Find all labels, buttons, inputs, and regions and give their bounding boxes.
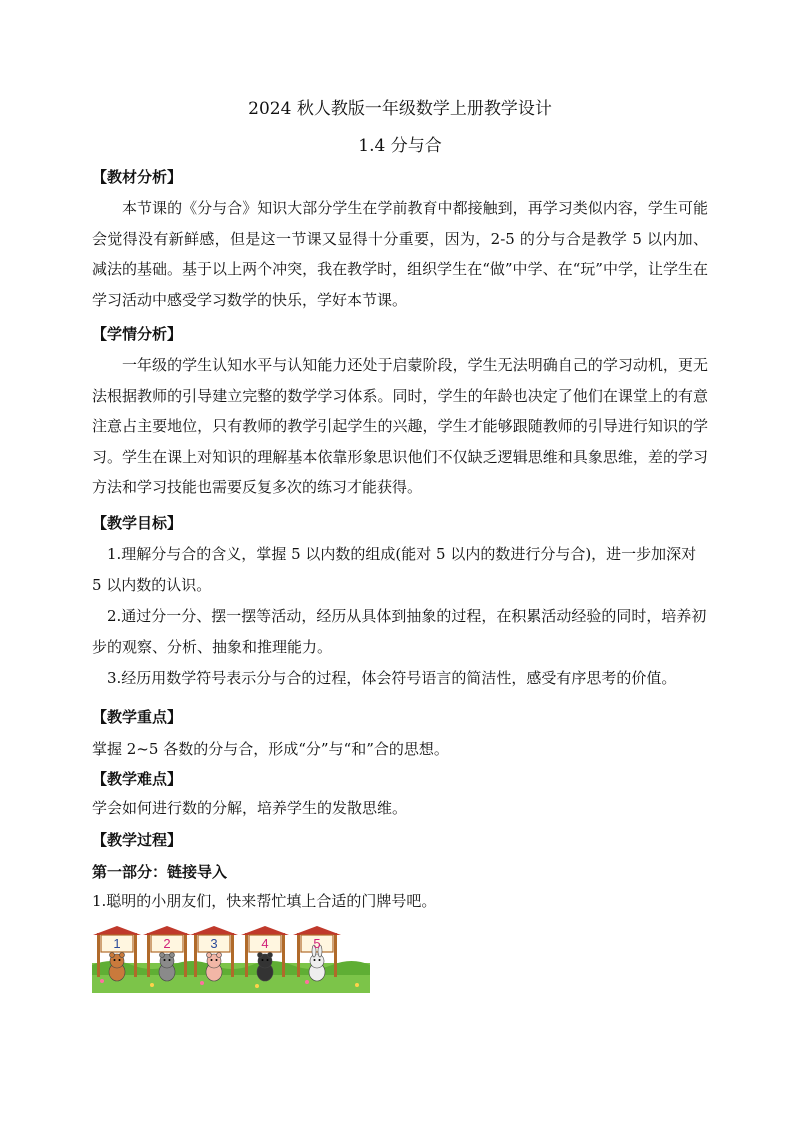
heading-material-analysis: 【教材分析】 xyxy=(92,168,183,186)
signpost-right-pole xyxy=(282,933,285,977)
paragraph-student-analysis: 一年级的学生认知水平与认知能力还处于启蒙阶段，学生无法明确自己的学习动机，更无法根据教师的引导建立完整的数学学习体系。同时，学生的年龄也决定了他们在课堂上的有意注意占主要地位，只有教师的教学引起学生的兴趣，学生才能够跟随教师的引导进行知识的学习。学生在课上对知识的理解基本依靠形象思识他们不仅缺乏逻辑思维和具象思维，差的学习方法和学习技能也需要反复多次的练习才能获得。 xyxy=(92,356,708,496)
paragraph-teaching-difficulty: 学会如何进行数的分解，培养学生的发散思维。 xyxy=(92,799,408,817)
house-number-illustration xyxy=(92,925,370,993)
paragraph-teaching-key: 掌握 2~5 各数的分与合，形成“分”与“和”合的思想。 xyxy=(92,740,449,758)
goal-item-1: 1.理解分与合的含义，掌握 5 以内数的组成(能对 5 以内的数进行分与合)，进一步加深对 5 以内数的认识。 xyxy=(92,545,697,594)
house-number-2: 2 xyxy=(163,936,171,951)
animal-eye-right xyxy=(319,959,321,961)
house-number-1: 1 xyxy=(113,936,121,951)
signpost-left-pole xyxy=(194,933,197,977)
animal-ear-right xyxy=(170,953,175,958)
signpost-right-pole xyxy=(134,933,137,977)
goal-item-2: 2.通过分一分、摆一摆等活动，经历从具体到抽象的过程，在积累活动经验的同时，培养初步的观察、分析、抽象和推理能力。 xyxy=(92,607,707,656)
heading-teaching-difficulty: 【教学难点】 xyxy=(92,770,183,788)
signpost-right-pole xyxy=(184,933,187,977)
animal-ear-left xyxy=(207,953,212,958)
signpost-roof xyxy=(93,926,141,935)
signpost-left-pole xyxy=(147,933,150,977)
animal-eye-right xyxy=(169,959,171,961)
goal-item-3: 3.经历用数学符号表示分与合的过程，体会符号语言的简洁性，感受有序思考的价值。 xyxy=(107,669,677,687)
signpost-roof xyxy=(190,926,238,935)
animal-ear-left xyxy=(160,953,165,958)
animal-ear-right xyxy=(120,953,125,958)
signpost-roof xyxy=(241,926,289,935)
animal-eye-left xyxy=(262,959,264,961)
animal-eye-right xyxy=(216,959,218,961)
house-number-4: 4 xyxy=(261,936,269,951)
document-title: 2024 秋人教版一年级数学上册教学设计 xyxy=(248,99,552,119)
signpost-roof xyxy=(293,926,341,935)
house-number-5: 5 xyxy=(313,936,321,951)
animal-ear-right xyxy=(217,953,222,958)
heading-teaching-key: 【教学重点】 xyxy=(92,708,183,726)
signpost-right-pole xyxy=(231,933,234,977)
part1-heading: 第一部分：链接导入 xyxy=(92,863,228,881)
signpost-left-pole xyxy=(297,933,300,977)
animal-ear-left xyxy=(258,953,263,958)
signpost-left-pole xyxy=(97,933,100,977)
signpost-roof xyxy=(143,926,191,935)
signpost-left-pole xyxy=(245,933,248,977)
animal-ear-right xyxy=(268,953,273,958)
house-number-3: 3 xyxy=(210,936,218,951)
heading-student-analysis: 【学情分析】 xyxy=(92,325,183,343)
animal-eye-left xyxy=(314,959,316,961)
animal-eye-right xyxy=(267,959,269,961)
animal-eye-left xyxy=(114,959,116,961)
signpost-right-pole xyxy=(334,933,337,977)
paragraph-material-analysis: 本节课的《分与合》知识大部分学生在学前教育中都接触到，再学习类似内容，学生可能会觉得没有新鲜感，但是这一节课又显得十分重要，因为，2-5 的分与合是教学 5 以内加、减法的基础。基于以上两个冲突，我在教学时，组织学生在“做”中学、在“玩”中学，让学生在学习活动中感受学习数学的快乐，学好本节课。 xyxy=(92,199,708,309)
animal-rabbit-head xyxy=(310,954,324,968)
heading-teaching-goals: 【教学目标】 xyxy=(92,514,183,532)
animal-eye-right xyxy=(119,959,121,961)
lesson-subtitle: 1.4 分与合 xyxy=(358,136,442,156)
heading-teaching-process: 【教学过程】 xyxy=(92,831,183,849)
animal-ear-left xyxy=(110,953,115,958)
animal-eye-left xyxy=(211,959,213,961)
animal-eye-left xyxy=(164,959,166,961)
question-1: 1.聪明的小朋友们，快来帮忙填上合适的门牌号吧。 xyxy=(92,892,437,910)
